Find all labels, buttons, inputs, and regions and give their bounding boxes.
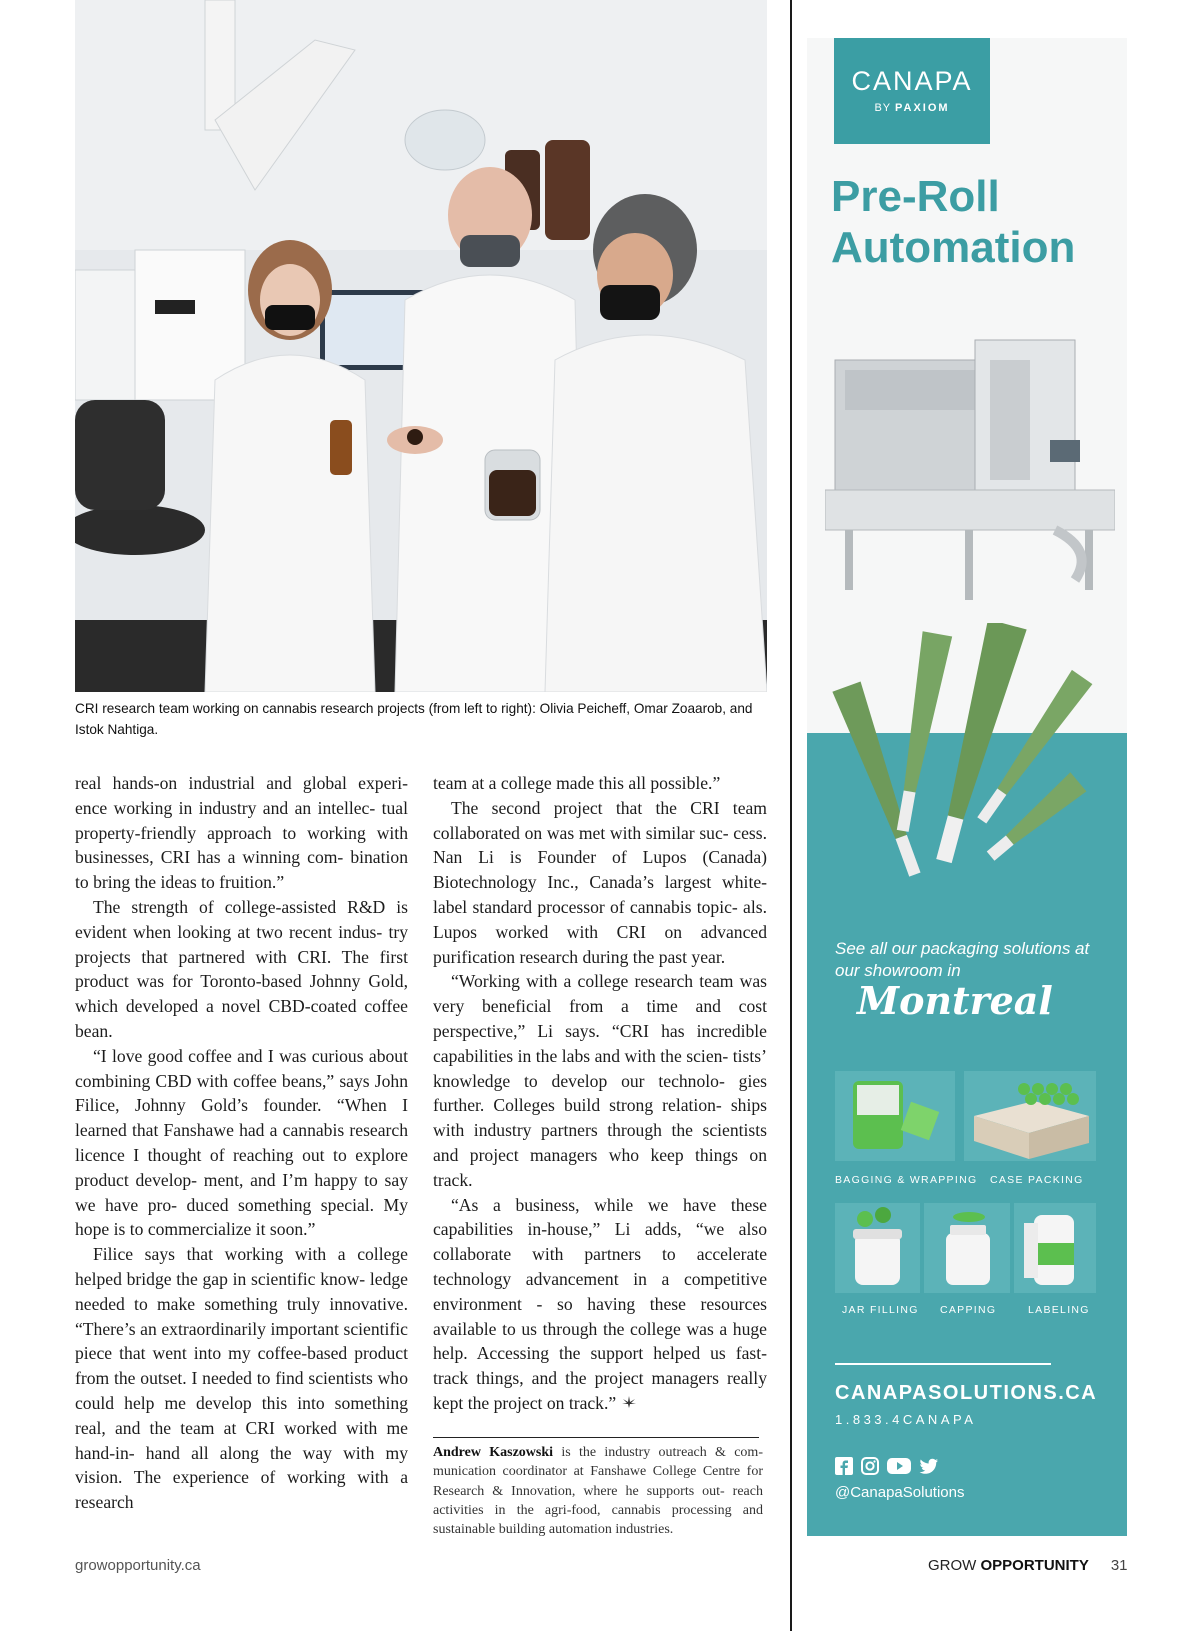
tile-labeling — [1014, 1203, 1096, 1293]
ad-website[interactable]: CANAPASOLUTIONS.CA — [835, 1382, 1098, 1404]
label-bagging: BAGGING & WRAPPING — [835, 1174, 978, 1186]
tile-jar-filling — [835, 1203, 920, 1293]
label-case-packing: CASE PACKING — [990, 1174, 1084, 1186]
case-icon — [964, 1071, 1096, 1161]
canapa-logo — [834, 38, 990, 144]
pre-roll-cones — [827, 623, 1117, 923]
twitter-icon[interactable] — [919, 1457, 939, 1480]
paragraph: Filice says that working with a college helped bridge the gap in scientific know- ledge needed to make something truly innovative. “There’s an extraordinarily important scientific piece that went into my coffee-based product from the outset. I needed to find scientists who could help me develop this into something real, and the team at CRI worked with me hand-in- hand all along the way with my vision. The experience of working with a research — [75, 1244, 408, 1513]
label-jar-filling: JAR FILLING — [842, 1304, 919, 1316]
instagram-icon[interactable] — [861, 1457, 879, 1480]
label-capping: CAPPING — [940, 1304, 997, 1316]
bag-icon — [835, 1071, 955, 1161]
montreal-script: Montreal — [857, 978, 1053, 1023]
paragraph: “I love good coffee and I was curious about combining CBD with coffee beans,” says John Filice, Johnny Gold’s founder. “When I learned that Fanshawe had a cannabis research licence I thought of reaching out to explore product develop- ment, and I’m happy to say we have pro- duced something special. My hope is to commercialize it soon.” — [75, 1045, 408, 1240]
ad-social-handle[interactable]: @CanapaSolutions — [835, 1484, 965, 1501]
column-divider — [790, 0, 792, 1631]
youtube-icon[interactable] — [887, 1457, 911, 1480]
brand-opportunity: OPPORTUNITY — [980, 1557, 1089, 1574]
cannabis-leaf-icon — [621, 1393, 637, 1413]
page-number: 31 — [1110, 1557, 1128, 1574]
lab-photo — [75, 0, 767, 692]
tile-bagging — [835, 1071, 955, 1161]
logo-by: BY — [874, 102, 891, 114]
machine-illustration — [825, 320, 1115, 610]
social-icons — [835, 1457, 943, 1477]
paragraph-text: “As a business, while we have these capabilities in-house,” Li adds, “we also collaborate with partners to accelerate technology advancement in a competitive environment - so having these resources available to us through the college was a huge help. Accessing the support helped us fast-track things, and the project managers really kept the project on track.” — [433, 1194, 767, 1413]
author-bio-text: is the industry outreach & com- munication coordinator at Fanshawe College Centre for Research & Innovation, where he supports out- reach activities in the agri-food, cannabis processing and sustainable building automation industries. — [433, 1445, 763, 1538]
paragraph: team at a college made this all possible.” — [433, 773, 721, 793]
paragraph: The second project that the CRI team collaborated on was met with similar suc- cess. Nan Li is Founder of Lupos (Canada) Biotechnology Inc., Canada’s largest white- label standard processor of cannabis topic- als. Lupos worked with CRI on advanced purification research during the past year. — [433, 797, 767, 967]
canapa-advertisement — [807, 38, 1127, 1536]
headline-line-2: Automation — [831, 223, 1076, 272]
tile-capping — [924, 1203, 1010, 1293]
logo-name: CANAPA — [851, 66, 973, 96]
tile-case-packing — [964, 1071, 1096, 1161]
label-labeling: LABELING — [1028, 1304, 1090, 1316]
jar-icon — [835, 1203, 920, 1293]
paragraph: The strength of college-assisted R&D is evident when looking at two recent indus- try projects that partnered with CRI. The first product was for Toronto-based Johnny Gold, which developed a novel CBD-coated coffee bean. — [75, 896, 408, 1041]
label-icon — [1014, 1203, 1096, 1293]
ad-divider — [835, 1363, 1051, 1365]
author-name: Andrew Kaszowski — [433, 1445, 554, 1460]
footer-website: growopportunity.ca — [75, 1557, 201, 1574]
paragraph: “Working with a college research team was very beneficial from a time and cost perspective,” Li says. “CRI has incredible capabilities in the labs and with the scien- tists’ knowledge to develop our technolo- gies further. Colleges build strong relation- ships with industry partners through the scientists and project managers who keep things on track. — [433, 971, 767, 1190]
article-column-1 — [75, 771, 408, 1515]
logo-sub — [834, 102, 990, 114]
paragraph — [433, 1193, 767, 1416]
photo-caption: CRI research team working on cannabis research projects (from left to right): Olivia Peicheff, Omar Zoaarob, and Istok Nahtiga. — [75, 701, 753, 737]
footer-brand — [928, 1557, 1128, 1574]
headline-line-1: Pre-Roll — [831, 172, 1000, 221]
brand-grow: GROW — [928, 1557, 977, 1574]
paragraph: real hands-on industrial and global experi- ence working in industry and an intellec- tual property-friendly approach to working with businesses, CRI has a winning com- bination to bring the ideas to fruition.” — [75, 773, 408, 893]
facebook-icon[interactable] — [835, 1457, 853, 1480]
ad-headline — [831, 171, 1121, 273]
capping-icon — [924, 1203, 1010, 1293]
showroom-text: See all our packaging solutions at our showroom in — [835, 939, 1090, 980]
ad-phone: 1.833.4CANAPA — [835, 1412, 977, 1427]
logo-parent: PAXIOM — [894, 102, 950, 114]
article-column-2 — [433, 771, 767, 1416]
bio-divider — [433, 1437, 759, 1438]
author-bio — [433, 1443, 763, 1539]
